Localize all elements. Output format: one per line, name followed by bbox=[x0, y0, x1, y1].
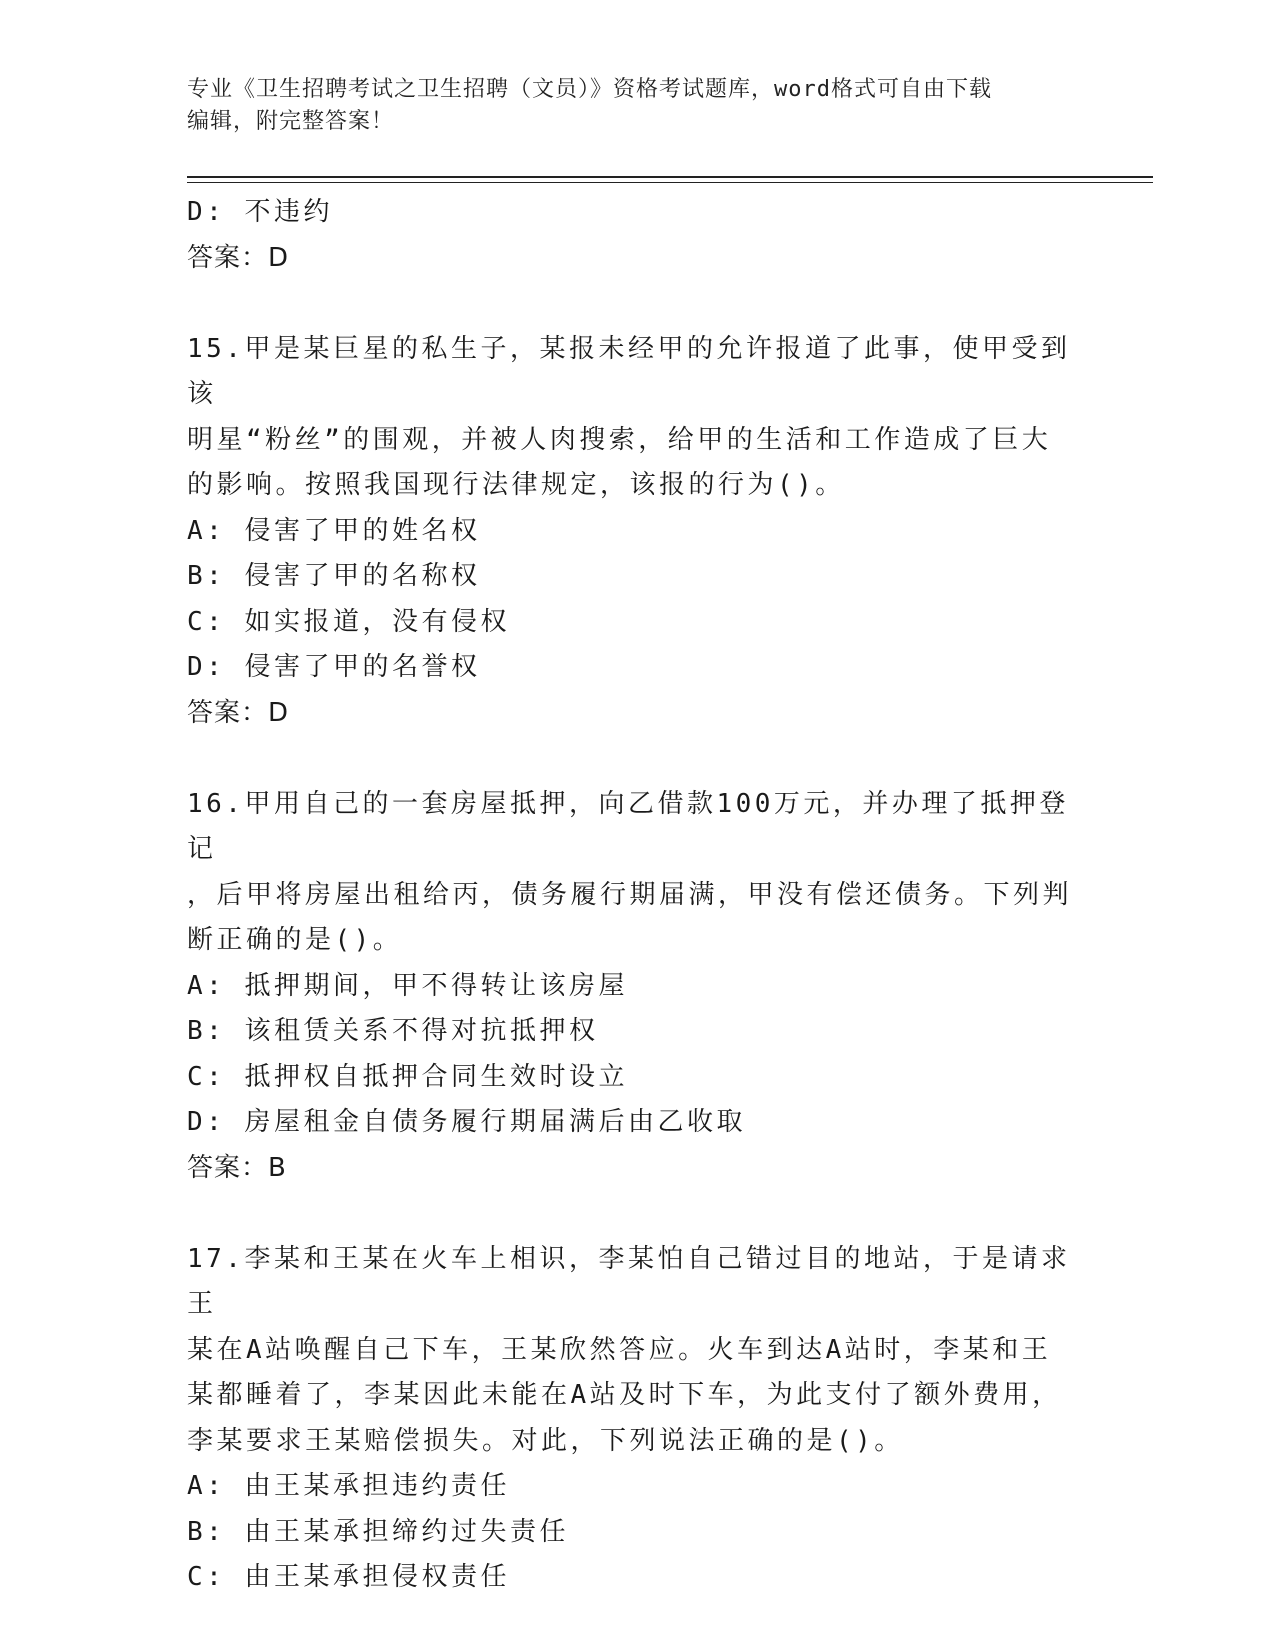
option-a: A: 抵押期间，甲不得转让该房屋 bbox=[187, 970, 628, 1001]
option-b: B: 由王某承担缔约过失责任 bbox=[187, 1516, 569, 1547]
header-divider-thick bbox=[187, 176, 1153, 178]
question-stem-line: 明星“粉丝”的围观，并被人肉搜索，给甲的生活和工作造成了巨大 bbox=[187, 424, 1052, 455]
option-a: A: 由王某承担违约责任 bbox=[187, 1471, 510, 1501]
option-a: A: 侵害了甲的姓名权 bbox=[187, 515, 481, 546]
question-stem-line: 16.甲用自己的一套房屋抵押，向乙借款100万元，并办理了抵押登记 bbox=[187, 788, 1069, 864]
header-line-2: 编辑，附完整答案！ bbox=[187, 109, 395, 134]
answer-line: 答案：D bbox=[187, 697, 290, 728]
option-d: D: 侵害了甲的名誉权 bbox=[187, 652, 481, 682]
question-stem-line: 17.李某和王某在火车上相识，李某怕自己错过目的地站，于是请求王 bbox=[187, 1243, 1071, 1319]
header-line-1: 专业《卫生招聘考试之卫生招聘（文员）》资格考试题库，word格式可自由下载 bbox=[187, 77, 992, 102]
question-stem-line: 15.甲是某巨星的私生子，某报未经甲的允许报道了此事，使甲受到该 bbox=[187, 333, 1071, 409]
question-17 bbox=[187, 1237, 1087, 1601]
question-stem-line: 的影响。按照我国现行法律规定，该报的行为()。 bbox=[187, 470, 845, 500]
question-stem-line: 断正确的是()。 bbox=[187, 925, 403, 955]
option-c: C: 由王某承担侵权责任 bbox=[187, 1562, 510, 1592]
spacer bbox=[187, 1191, 1087, 1237]
header-divider-thin bbox=[187, 182, 1153, 183]
spacer bbox=[187, 736, 1087, 782]
option-d: D: 不违约 bbox=[187, 197, 333, 227]
question-14-tail bbox=[187, 190, 1087, 281]
question-stem-line: 李某要求王某赔偿损失。对此，下列说法正确的是()。 bbox=[187, 1425, 904, 1456]
answer-line: 答案：D bbox=[187, 242, 290, 273]
spacer bbox=[187, 281, 1087, 327]
question-stem-line: 某都睡着了，李某因此未能在A站及时下车，为此支付了额外费用， bbox=[187, 1380, 1062, 1410]
option-b: B: 该租赁关系不得对抗抵押权 bbox=[187, 1016, 599, 1046]
question-stem-line: ，后甲将房屋出租给丙，债务履行期届满，甲没有偿还债务。下列判 bbox=[187, 879, 1073, 910]
question-list bbox=[187, 190, 1087, 1601]
question-16 bbox=[187, 782, 1087, 1192]
option-c: C: 抵押权自抵押合同生效时设立 bbox=[187, 1061, 628, 1092]
question-15 bbox=[187, 327, 1087, 737]
answer-line: 答案：B bbox=[187, 1152, 287, 1183]
document-header bbox=[187, 74, 1087, 138]
option-c: C: 如实报道，没有侵权 bbox=[187, 606, 510, 637]
option-d: D: 房屋租金自债务履行期届满后由乙收取 bbox=[187, 1107, 746, 1137]
option-b: B: 侵害了甲的名称权 bbox=[187, 561, 481, 591]
question-stem-line: 某在A站唤醒自己下车，王某欣然答应。火车到达A站时，李某和王 bbox=[187, 1334, 1052, 1365]
